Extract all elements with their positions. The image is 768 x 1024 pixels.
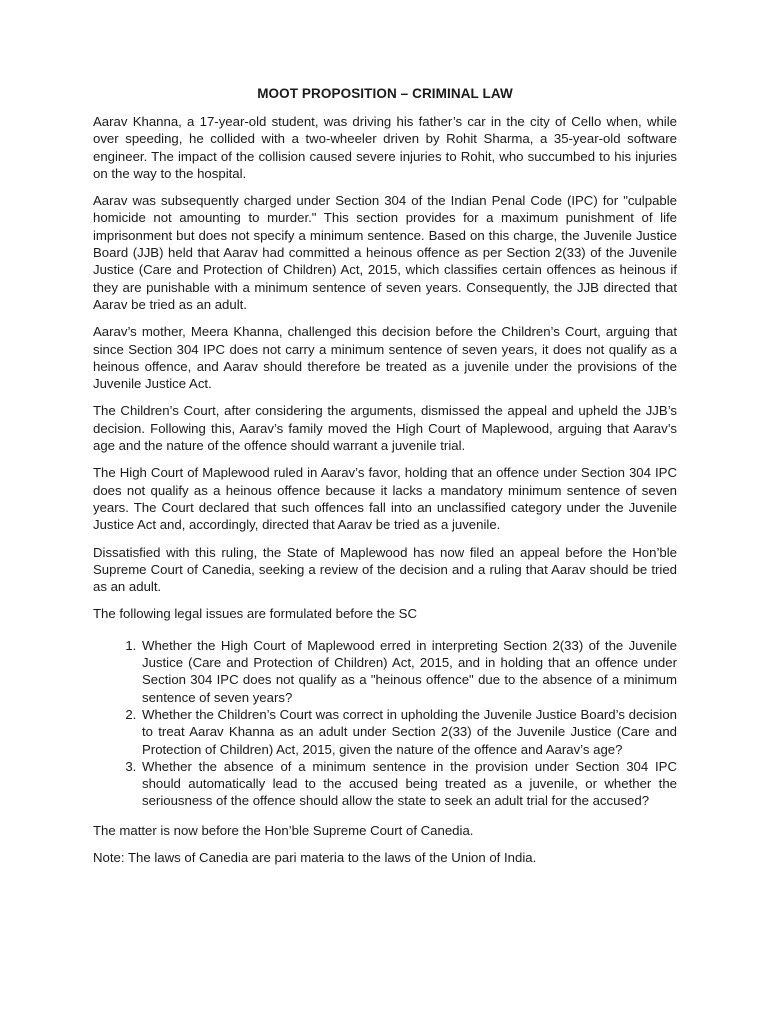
issues-intro: The following legal issues are formulated before the SC	[93, 606, 418, 622]
paragraph-incident: Aarav Khanna, a 17-year-old student, was driving his father’s car in the city of Cello when, while over speeding, he collided with a two-wheeler driven by Rohit Sharma, a 35-year-old software engineer. The impact of the collision caused severe injuries to Rohit, who succumbed to his injuries on the way to the hospital.	[93, 114, 677, 181]
issue-item-2: 2. Whether the Children’s Court was correct in upholding the Juvenile Justice Board’s decision to treat Aarav Khanna as an adult under Section 2(33) of the Juvenile Justice (Care and Protection of Children) Act, 2015, given the nature of the offence and Aarav’s age?	[140, 706, 677, 758]
paragraph-charge: Aarav was subsequently charged under Section 304 of the Indian Penal Code (IPC) for "culpable homicide not amounting to murder." This section provides for a maximum punishment of life imprisonment but does not specify a minimum sentence. Based on this charge, the Juvenile Justice Board (JJB) held that Aarav had committed a heinous offence as per Section 2(33) of the Juvenile Justice (Care and Protection of Children) Act, 2015, which classifies certain offences as heinous if they are punishable with a minimum sentence of seven years. Consequently, the JJB directed that Aarav be tried as an adult.	[93, 193, 677, 312]
issues-list	[93, 637, 677, 810]
issue-item-1: 1. Whether the High Court of Maplewood erred in interpreting Section 2(33) of the Juvenile Justice (Care and Protection of Children) Act, 2015, and in holding that an offence under Section 304 IPC does not qualify as a "heinous offence" due to the absence of a minimum sentence of seven years?	[140, 637, 677, 706]
paragraph-childrens-court: The Children’s Court, after considering the arguments, dismissed the appeal and upheld the JJB’s decision. Following this, Aarav’s family moved the High Court of Maplewood, arguing that Aarav’s age and the nature of the offence should warrant a juvenile trial.	[93, 403, 677, 454]
paragraph-high-court: The High Court of Maplewood ruled in Aarav’s favor, holding that an offence under Section 304 IPC does not qualify as a heinous offence because it lacks a mandatory minimum sentence of seven years. The Court declared that such offences fall into an unclassified category under the Juvenile Justice Act and, accordingly, directed that Aarav be tried as a juvenile.	[93, 465, 677, 533]
paragraph-challenge: Aarav’s mother, Meera Khanna, challenged this decision before the Children’s Court, arguing that since Section 304 IPC does not carry a minimum sentence of seven years, it does not qualify as a heinous offence, and Aarav should therefore be treated as a juvenile under the provisions of the Juvenile Justice Act.	[93, 324, 677, 392]
issue-item-3: 3. Whether the absence of a minimum sentence in the provision under Section 304 IPC should automatically lead to the accused being treated as a juvenile, or whether the seriousness of the offence should allow the state to seek an adult trial for the accused?	[140, 758, 677, 810]
note-statement: Note: The laws of Canedia are pari materia to the laws of the Union of India.	[93, 849, 537, 865]
paragraph-appeal: Dissatisfied with this ruling, the State of Maplewood has now filed an appeal before the Hon’ble Supreme Court of Canedia, seeking a review of the decision and a ruling that Aarav should be tried as an adult.	[93, 544, 677, 595]
closing-statement: The matter is now before the Hon’ble Supreme Court of Canedia.	[93, 822, 474, 838]
document-title: MOOT PROPOSITION – CRIMINAL LAW	[257, 86, 513, 101]
